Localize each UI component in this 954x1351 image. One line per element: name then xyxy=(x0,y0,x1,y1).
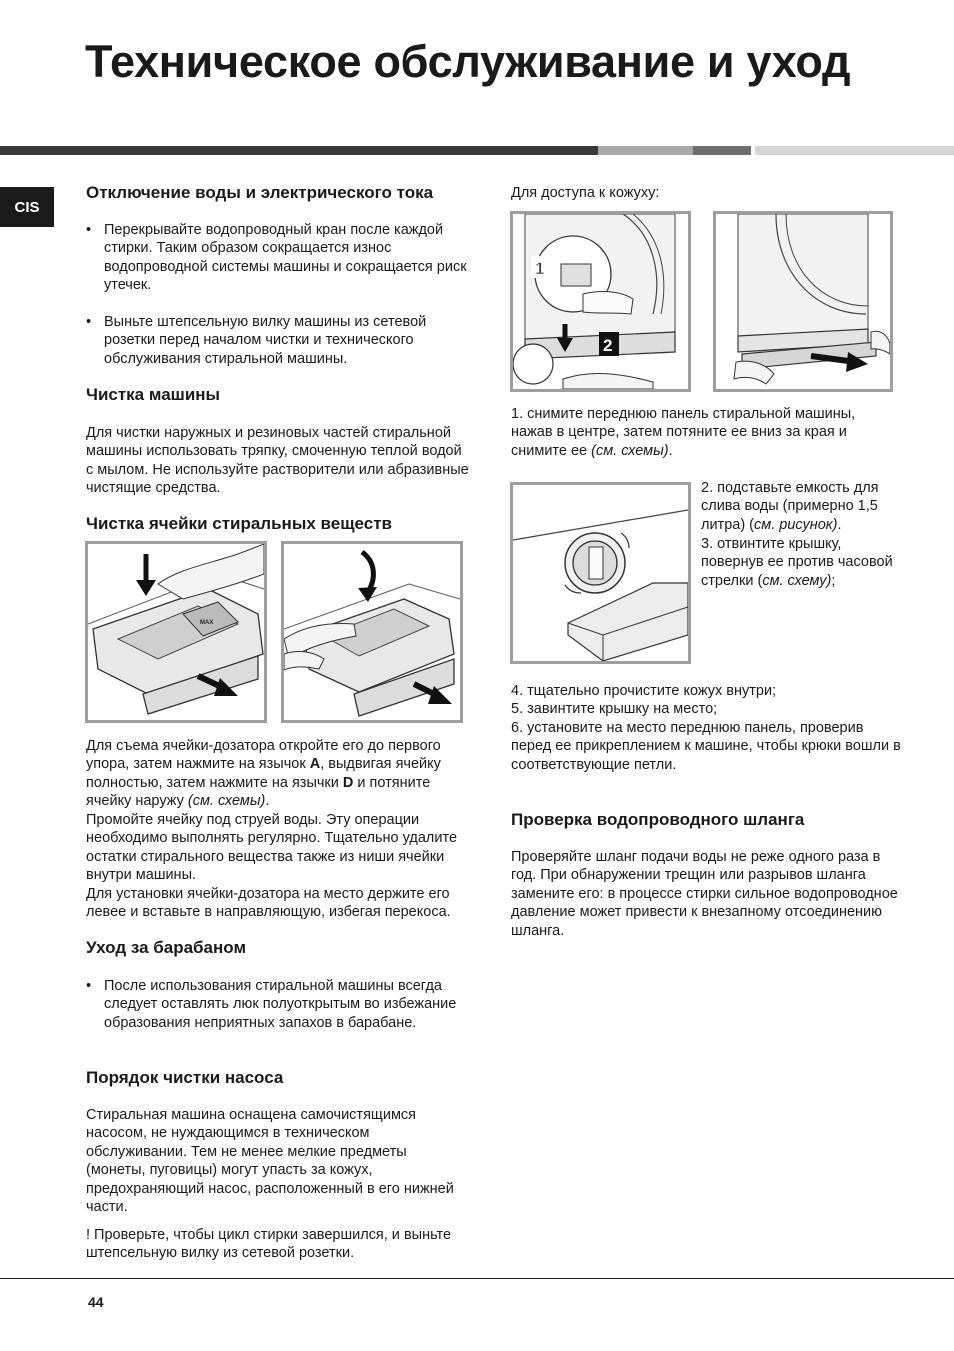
text-drawer-remove-part: Для съема ячейки-дозатора откройте его до первого упора, затем нажмите на язычок xyxy=(86,738,441,773)
text-step4: 4. тщательно прочистите кожух внутри; xyxy=(511,683,777,699)
pump-cap-illustration xyxy=(513,485,688,661)
text-step1-part: . xyxy=(668,442,673,459)
heading-drawer-cleaning: Чистка ячейки стиральных веществ xyxy=(86,514,393,533)
figure-reference: см. рисунок) xyxy=(754,516,838,533)
footer-rule xyxy=(0,1278,954,1279)
bullet-dot: • xyxy=(86,978,92,994)
header-bar-mid xyxy=(598,146,693,155)
front-panel-illustration-2 xyxy=(716,214,890,389)
text-step5: 5. завинтите крышку на место; xyxy=(511,701,718,717)
figure-reference: (см. схемы) xyxy=(591,442,669,459)
figure-drawer-remove-2 xyxy=(281,541,463,723)
heading-pump-cleaning: Порядок чистки насоса xyxy=(86,1068,284,1087)
step-label-1: 1 xyxy=(535,259,545,278)
front-panel-illustration-1 xyxy=(513,214,688,389)
text-drawer-remove xyxy=(86,737,471,811)
header-bar-accent xyxy=(693,146,751,155)
text-pump-warning: ! Проверьте, чтобы цикл стирки завершился, и выньте штепсельную вилку из сетевой розетки. xyxy=(86,1227,452,1262)
text-drawer-install: Для установки ячейки-дозатора на место держите его левее и вставьте в направляющую, избегая перекоса. xyxy=(86,886,451,921)
text-access-intro: Для доступа к кожуху: xyxy=(511,185,660,201)
page-title: Техническое обслуживание и уход xyxy=(85,36,851,87)
tab-a-label: A xyxy=(309,756,321,773)
text-step2-part: 2. подставьте емкость для слива воды (примерно 1,5 литра) ( xyxy=(701,480,879,533)
text-step3 xyxy=(701,535,901,590)
language-tab: CIS xyxy=(0,187,54,227)
text-step1-part: 1. снимите переднюю панель стиральной машины, нажав в центре, затем потяните ее вниз за края и снимите ее xyxy=(511,406,856,459)
figure-pump-cap xyxy=(510,482,691,664)
header-bar-dark xyxy=(0,146,598,155)
text-drawer-rinse: Промойте ячейку под струей воды. Эту операции необходимо выполнять регулярно. Тщательно удалите остатки стирального вещества также из ниши ячейки внутри машины. xyxy=(86,812,458,884)
figure-reference: (см. схемы) xyxy=(187,793,266,810)
heading-machine-cleaning: Чистка машины xyxy=(86,385,221,404)
drawer-illustration-1 xyxy=(88,544,264,720)
heading-water-power: Отключение воды и электрического тока xyxy=(86,183,434,202)
heading-hose-check: Проверка водопроводного шланга xyxy=(511,810,805,829)
figure-drawer-remove-1 xyxy=(85,541,267,723)
text-drawer-remove-part: , выдвигая ячейку полностью, затем нажмите на язычки xyxy=(86,756,441,791)
text-hose-check: Проверяйте шланг подачи воды не реже одного раза в год. При обнаружении трещин или разрывов шланга замените его: в процессе стирки сильное водопроводное давление может привести к внезапному отсоединению шланга. xyxy=(511,849,898,939)
text-step3-part: 3. отвинтите крышку, повернув ее против часовой стрелки ( xyxy=(701,536,893,589)
text-step6: 6. установите на место переднюю панель, проверив перед ее прикреплением к машине, чтобы крюки вошли в соответствующие петли. xyxy=(511,720,901,773)
figure-front-panel-1 xyxy=(510,211,691,392)
bullet-text-drum: После использования стиральной машины всегда следует оставлять люк полуоткрытым во избежание образования неприятных запахов в барабане. xyxy=(104,978,457,1031)
figure-reference: см. схему) xyxy=(762,572,832,589)
bullet-text-tap: Перекрывайте водопроводный кран после каждой стирки. Таким образом сокращается износ водопроводной системы машины и сокращается риск утечек. xyxy=(104,222,467,294)
page-number: 44 xyxy=(88,1294,104,1310)
text-step1 xyxy=(511,405,896,460)
text-drawer-remove-part: . xyxy=(265,793,270,810)
text-step2 xyxy=(701,479,901,534)
text-drawer-remove-part: и потяните ячейку наружу xyxy=(86,774,431,810)
step-label-2: 2 xyxy=(603,336,613,355)
bullet-dot: • xyxy=(86,314,92,330)
tab-d-label: D xyxy=(342,774,354,791)
drawer-illustration-2 xyxy=(284,544,460,720)
text-step2-part: . xyxy=(837,516,842,533)
text-machine-cleaning: Для чистки наружных и резиновых частей стиральной машины использовать тряпку, смоченную теплой водой с мылом. Не используйте растворители или абразивные чистящие средства. xyxy=(86,425,469,497)
bullet-text-plug: Выньте штепсельную вилку машины из сетевой розетки перед началом чистки и технического обслуживания стиральной машины. xyxy=(104,314,427,367)
text-pump-intro: Стиральная машина оснащена самочистящимся насосом, не нуждающимся в техническом обслуживании. Тем не менее мелкие предметы (монеты, пуговицы) могут упасть за кожух, предохраняющий насос, расположенный в его нижней части. xyxy=(86,1107,454,1216)
bullet-dot: • xyxy=(86,222,92,238)
figure-front-panel-2 xyxy=(713,211,893,392)
max-label: MAX xyxy=(200,620,214,626)
heading-drum-care: Уход за барабаном xyxy=(86,938,247,957)
header-bar-light xyxy=(755,146,954,155)
text-step3-part: ; xyxy=(831,572,836,589)
